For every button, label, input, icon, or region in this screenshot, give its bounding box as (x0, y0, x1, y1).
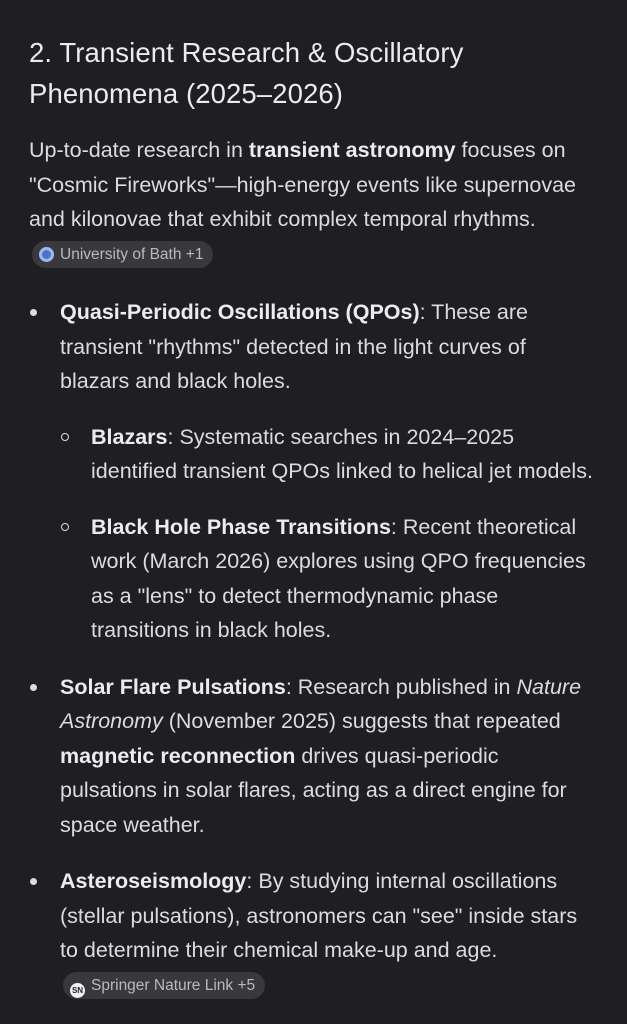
subitem-title: Black Hole Phase Transitions (91, 514, 391, 539)
intro-paragraph (29, 133, 599, 271)
university-of-bath-icon (39, 247, 54, 262)
item-text-1: : Research published in (285, 674, 517, 699)
list-item-asteroseismology (29, 864, 599, 1002)
bullet-icon (30, 684, 37, 691)
hollow-bullet-icon (61, 523, 69, 531)
bullet-icon (30, 878, 37, 885)
intro-text-2: focuses on "Cosmic Fireworks"—high-energy events like supernovae and kilonovae that exhibit complex temporal rhythms. (29, 138, 577, 231)
list-item-qpos (29, 295, 599, 648)
journal-name: Nature Astronomy (60, 674, 582, 733)
bullet-icon (30, 309, 37, 316)
item-text: : These are transient "rhythms" detected in the light curves of blazars and black holes. (60, 300, 528, 393)
item-text: : By studying internal oscillations (stellar pulsations), astronomers can "see" inside stars to determine their chemical make-up and age. (60, 869, 578, 962)
item-title: Asteroseismology (60, 869, 247, 893)
source-chip-label: Springer Nature Link +5 (91, 976, 256, 994)
subitem-title: Blazars (91, 424, 168, 449)
item-bold-term: magnetic reconnection (60, 743, 296, 768)
qpo-sublist (60, 420, 599, 648)
item-title: Solar Flare Pulsations (60, 674, 286, 699)
topic-list (29, 295, 599, 1002)
section-heading: 2. Transient Research & Oscillatory Phenomena (2025–2026) (29, 37, 464, 109)
source-chip-springer-nature-link[interactable] (63, 972, 265, 999)
list-item-solar-flare-pulsations (29, 670, 599, 843)
item-title: Quasi-Periodic Oscillations (QPOs) (60, 300, 420, 324)
item-text-3: drives quasi-periodic pulsations in solar flares, acting as a direct engine for space weather. (60, 743, 567, 837)
source-chip-university-of-bath[interactable] (32, 241, 213, 268)
item-text-2: (November 2025) suggests that repeated (162, 709, 561, 733)
intro-bold-term: transient astronomy (248, 138, 456, 162)
hollow-bullet-icon (61, 433, 69, 441)
intro-text-1: Up-to-date research in (29, 138, 249, 162)
subitem-text: : Systematic searches in 2024–2025 identified transient QPOs linked to helical jet models. (91, 424, 593, 483)
sublist-item-black-hole-phase-transitions (60, 510, 599, 648)
subitem-text: : Recent theoretical work (March 2026) explores using QPO frequencies as a "lens" to detect thermodynamic phase transitions in black holes. (91, 514, 586, 642)
source-chip-label: University of Bath +1 (60, 245, 204, 263)
sublist-item-blazars (60, 420, 599, 489)
springer-nature-icon: SN (70, 983, 85, 998)
